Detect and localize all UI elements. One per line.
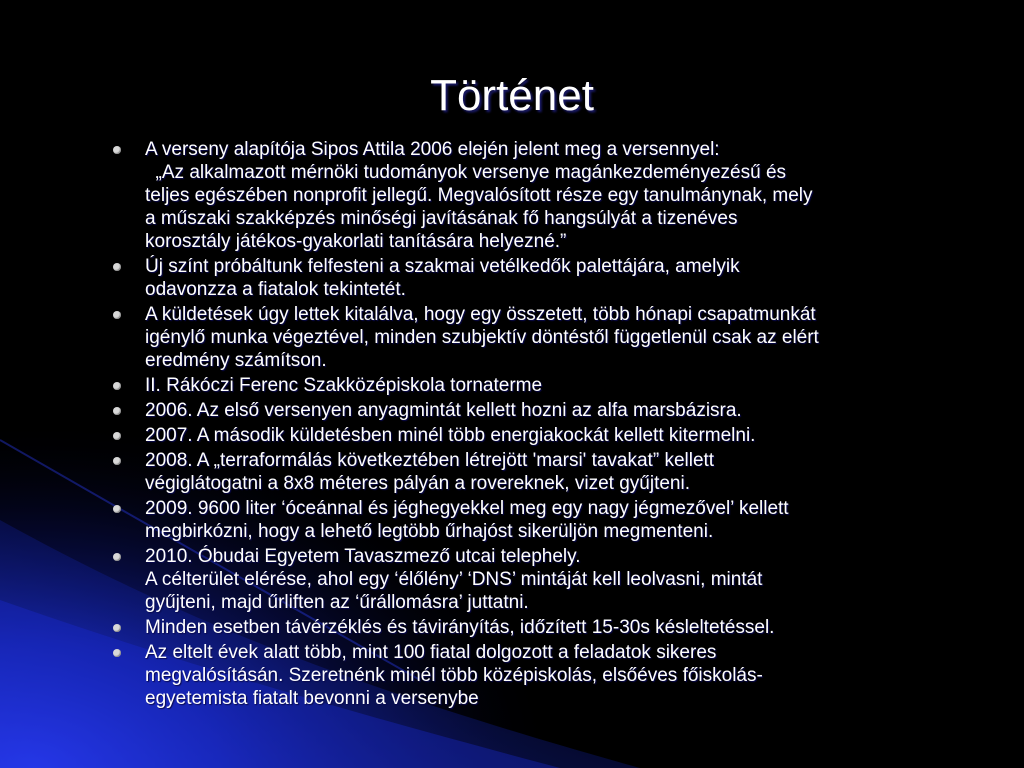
bullet-item [110, 255, 960, 301]
bullet-text-line: gyűjteni, majd űrliften az ‘űrállomásra’ juttatni. [145, 592, 529, 613]
bullet-item [110, 449, 960, 495]
bullet-dot-icon [113, 553, 121, 561]
bullet-dot-icon [113, 263, 121, 271]
bullet-text-line: 2006. Az első versenyen anyagmintát kellett hozni az alfa marsbázisra. [145, 400, 742, 421]
bullet-dot-icon [113, 382, 121, 390]
bullet-text-line: 2007. A második küldetésben minél több energiakockát kellett kitermelni. [145, 425, 756, 446]
bullet-text-line: végiglátogatni a 8x8 méteres pályán a rovereknek, vizet gyűjteni. [145, 473, 690, 494]
bullet-item [110, 138, 960, 253]
bullet-dot-icon [113, 457, 121, 465]
bullet-text-line: „Az alkalmazott mérnöki tudományok versenye magánkezdeményezésű és [145, 162, 787, 183]
bullet-dot-icon [113, 649, 121, 657]
bullet-text-line: A küldetések úgy lettek kitalálva, hogy egy összetett, több hónapi csapatmunkát [145, 304, 816, 325]
bullet-text-line: A verseny alapítója Sipos Attila 2006 elején jelent meg a versennyel: [145, 139, 720, 160]
bullet-text-line: megbirkózni, hogy a lehető legtöbb űrhajóst sikerüljön megmenteni. [145, 521, 714, 542]
slide-title: Történet [430, 71, 594, 120]
bullet-text-line: 2010. Óbudai Egyetem Tavaszmező utcai telephely. [145, 546, 581, 567]
bullet-text-line: II. Rákóczi Ferenc Szakközépiskola tornaterme [145, 375, 543, 396]
bullet-item [110, 303, 960, 372]
bullet-dot-icon [113, 505, 121, 513]
bullet-text-line: Az eltelt évek alatt több, mint 100 fiatal dolgozott a feladatok sikeres [145, 642, 717, 663]
bullet-item [110, 497, 960, 543]
bullet-dot-icon [113, 432, 121, 440]
bullet-text-line: 2009. 9600 liter ‘óceánnal és jéghegyekkel meg egy nagy jégmezővel’ kellett [145, 498, 789, 519]
bullet-text-line: egyetemista fiatalt bevonni a versenybe [145, 688, 479, 709]
bullet-dot-icon [113, 407, 121, 415]
bullet-list [110, 138, 960, 712]
bullet-text-line: igénylő munka végeztével, minden szubjektív döntéstől függetlenül csak az elért [145, 327, 819, 348]
bullet-text-line: eredmény számítson. [145, 350, 327, 371]
bullet-item [110, 545, 960, 614]
bullet-text-line: odavonzza a fiatalok tekintetét. [145, 279, 406, 300]
bullet-dot-icon [113, 311, 121, 319]
bullet-dot-icon [113, 146, 121, 154]
bullet-item [110, 399, 960, 422]
bullet-dot-icon [113, 624, 121, 632]
bullet-item [110, 374, 960, 397]
bullet-text-line: A célterület elérése, ahol egy ‘élőlény’ ‘DNS’ mintáját kell leolvasni, mintát [145, 569, 763, 590]
bullet-item [110, 424, 960, 447]
bullet-text-line: Minden esetben távérzéklés és távirányítás, időzített 15-30s késleltetéssel. [145, 617, 775, 638]
bullet-text-line: teljes egészében nonprofit jellegű. Megvalósított része egy tanulmánynak, mely [145, 185, 813, 206]
bullet-item [110, 616, 960, 639]
bullet-text-line: 2008. A „terraformálás következtében létrejött 'marsi' tavakat” kellett [145, 450, 715, 471]
bullet-text-line: a műszaki szakképzés minőségi javításának fő hangsúlyát a tizenéves [145, 208, 738, 229]
bullet-text-line: Új színt próbáltunk felfesteni a szakmai vetélkedők palettájára, amelyik [145, 256, 740, 277]
bullet-text-line: korosztály játékos-gyakorlati tanítására helyezné.” [145, 231, 567, 252]
bullet-item [110, 641, 960, 710]
bullet-text-line: megvalósításán. Szeretnénk minél több középiskolás, elsőéves főiskolás- [145, 665, 763, 686]
